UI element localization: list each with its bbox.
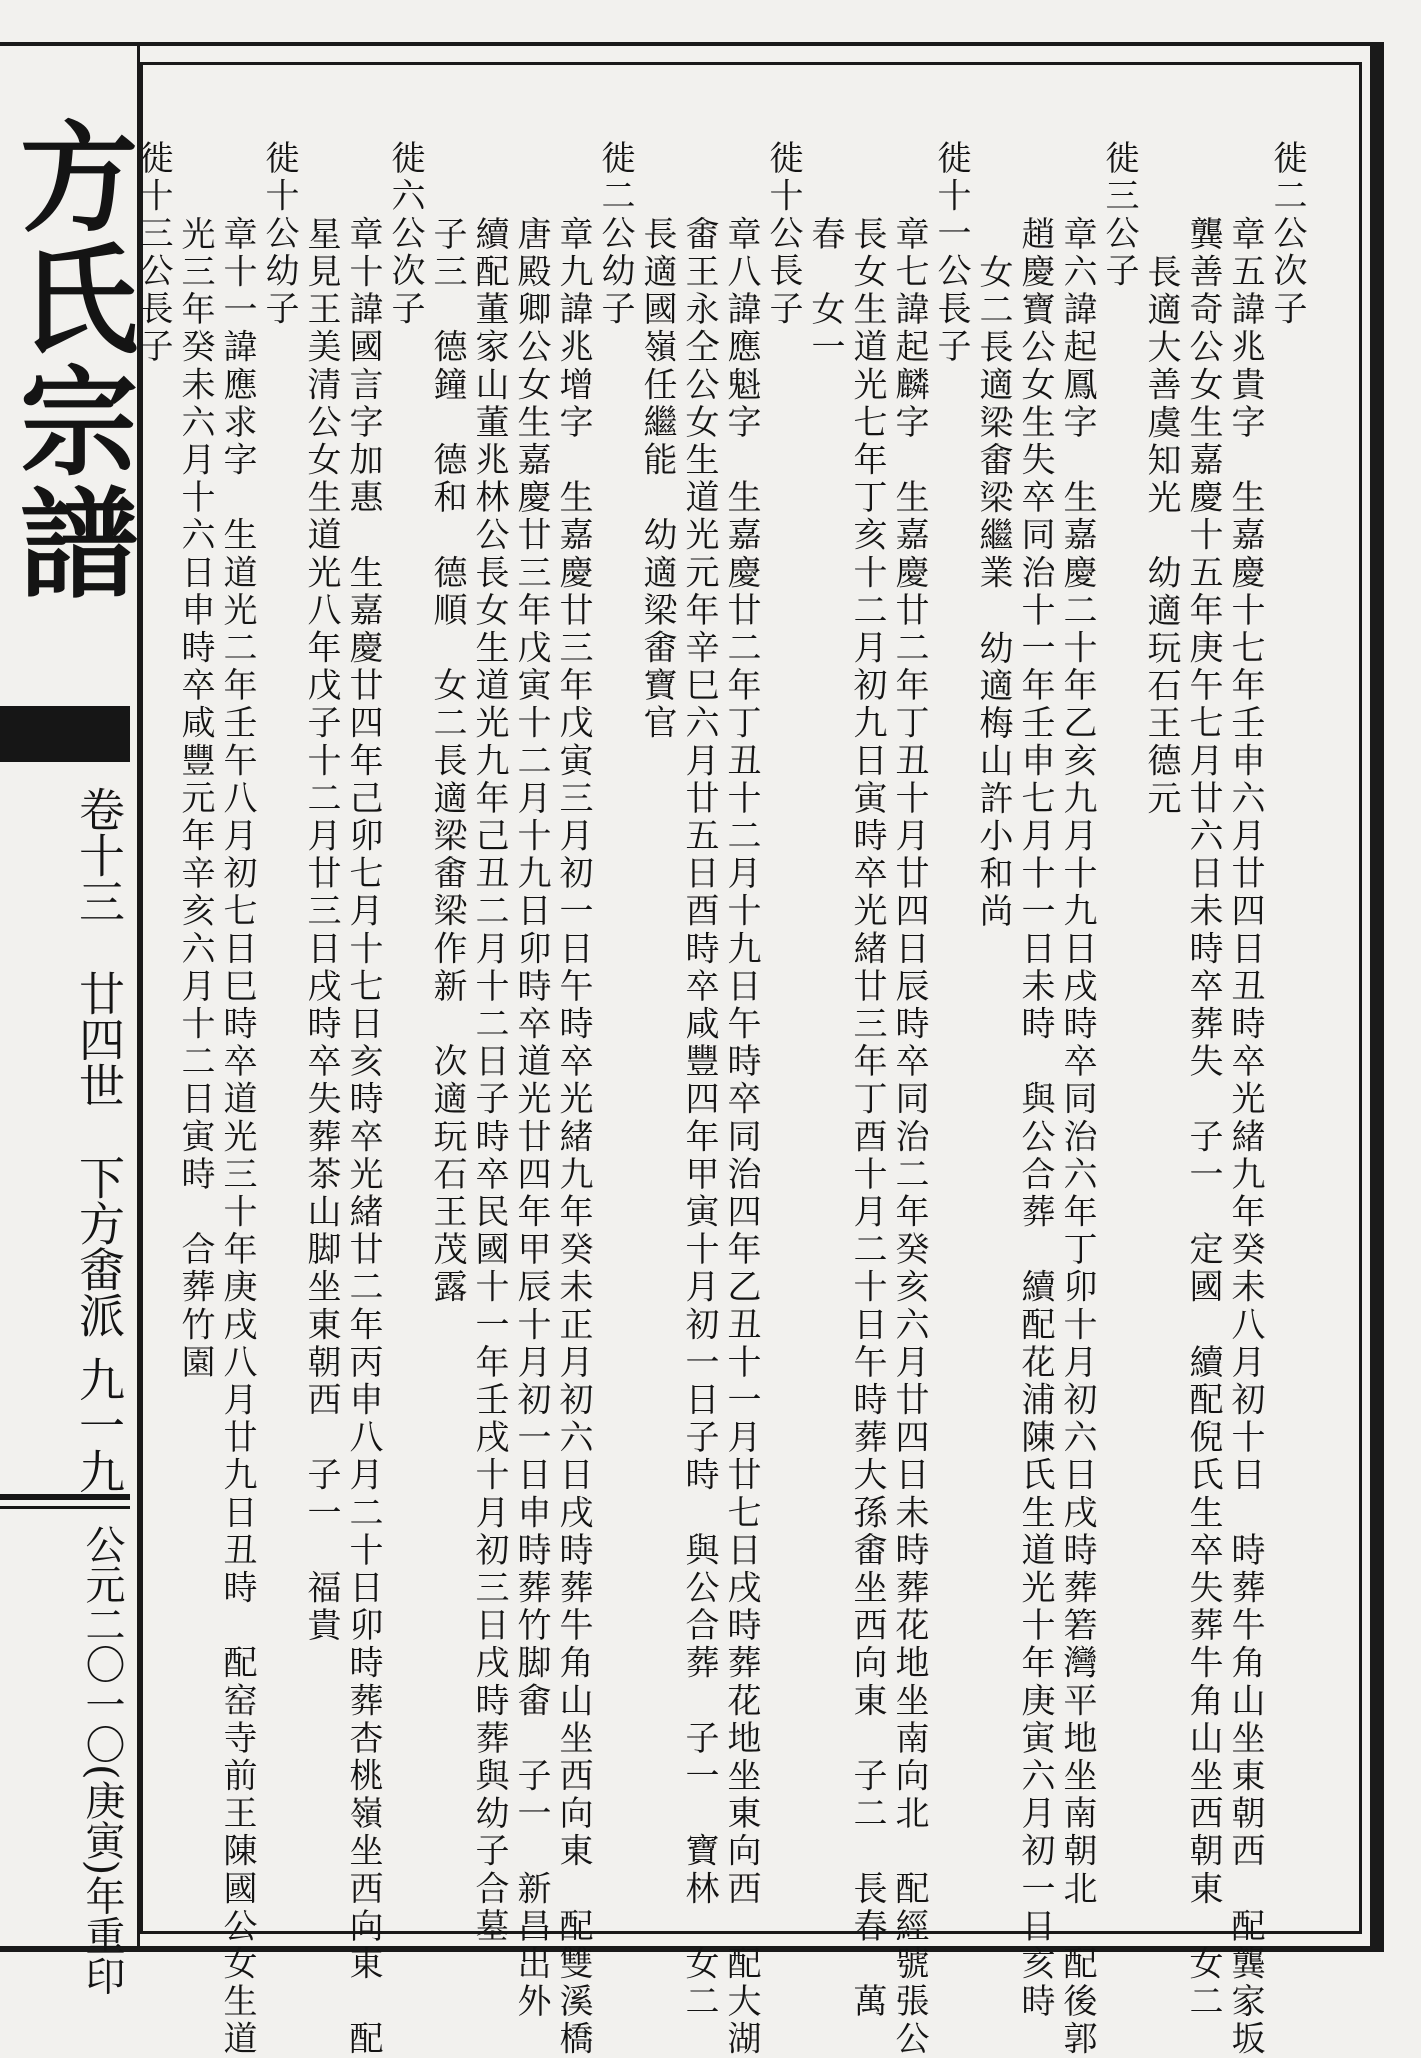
page-number: 九一九 (72, 1356, 126, 1494)
volume-info: 卷十三 廿四世 下方畬派 (72, 786, 126, 1338)
entry-line: 龔善奇公女生嘉慶十五年庚午七月廿六日未時卒葬失 子一 定國 續配倪氏生卒失葬牛角山坐西朝東 女二 (1183, 216, 1223, 2021)
entry-line: 畬王永仝公女生道光元年辛巳六月廿五日酉時卒咸豐四年甲寅十月初一日子時 與公合葬 子一 寶林 女二 (679, 216, 719, 2021)
spine-divider-thin (0, 1506, 130, 1509)
entry-line: 章九諱兆增字 生嘉慶廿三年戊寅三月初一日午時卒光緒九年癸未正月初六日戌時葬牛角山坐西向東 配雙溪橋 (553, 216, 593, 2058)
entry-line: 章五諱兆貴字 生嘉慶十七年壬申六月廿四日丑時卒光緒九年癸未八月初十日 時葬牛角山坐東朝西 配龔家坂 (1225, 216, 1265, 2058)
genealogy-text (133, 140, 1340, 2058)
entry-line: 章七諱起麟字 生嘉慶廿二年丁丑十月廿四日辰時卒同治二年癸亥六月廿四日未時葬花地坐南向北 配經號張公 (889, 216, 929, 2058)
entry-line: 章十一諱應求字 生道光二年壬午八月初七日巳時卒道光三十年庚戌八月廿九日丑時 配窑寺前王陳國公女生道 (217, 216, 257, 2058)
entry-line: 春 女一 (805, 216, 845, 367)
lineage-heading: 徙十一公長子 (931, 140, 971, 366)
entry-line: 趙慶寶公女生失卒同治十一年壬申七月十一日未時 與公合葬 續配花浦陳氏生道光十年庚寅六月初一日亥時 (1015, 216, 1055, 2021)
lineage-heading: 徙二公幼子 (595, 140, 635, 328)
reprint-note: 公元二〇一〇(庚寅)年重印 (79, 1524, 125, 1996)
lineage-heading: 徙二公次子 (1267, 140, 1307, 328)
entry-line: 長適國嶺任繼能 幼適梁畬寶官 (637, 216, 677, 743)
entry-line: 續配董家山董兆林公長女生道光九年己丑二月十二日子時卒民國十一年壬戌十月初三日戌時葬與幼子合墓 (469, 216, 509, 1946)
entry-line: 長適大善虞知光 幼適玩石王德元 (1141, 254, 1181, 818)
entry-line: 星見王美清公女生道光八年戊子十二月廿三日戌時卒失葬茶山脚坐東朝西 子一 福貴 (301, 216, 341, 1645)
lineage-heading: 徙三公子 (1099, 140, 1139, 291)
genealogy-title: 方氏宗譜 (0, 116, 139, 604)
spine-divider-band (0, 706, 130, 762)
spine-divider-thick (0, 1494, 130, 1500)
entry-line: 光三年癸未六月十六日申時卒咸豐元年辛亥六月十二日寅時 合葬竹園 (175, 216, 215, 1382)
entry-line: 章八諱應魁字 生嘉慶廿二年丁丑十二月十九日午時卒同治四年乙丑十一月廿七日戌時葬花地坐東向西 配大湖 (721, 216, 761, 2058)
entry-line: 子三 德鐘 德和 德順 女二長適梁畬梁作新 次適玩石王茂露 (427, 216, 467, 1307)
lineage-heading: 徙十三公長子 (133, 140, 173, 366)
entry-line: 章十諱國言字加惠 生嘉慶廿四年己卯七月十七日亥時卒光緒廿二年丙申八月二十日卯時葬杏桃嶺坐西向東 配 (343, 216, 383, 2058)
lineage-heading: 徙六公次子 (385, 140, 425, 328)
spine-panel (0, 46, 140, 1996)
lineage-heading: 徙十公長子 (763, 140, 803, 328)
entry-line: 女二長適梁畬梁繼業 幼適梅山許小和尚 (973, 254, 1013, 931)
entry-line: 章六諱起鳳字 生嘉慶二十年乙亥九月十九日戌時卒同治六年丁卯十月初六日戌時葬箬灣平地坐南朝北 配後郭 (1057, 216, 1097, 2058)
entry-line: 長女生道光七年丁亥十二月初九日寅時卒光緒廿三年丁酉十月二十日午時葬大孫畬坐西向東 子二 長春 萬 (847, 216, 887, 2021)
entry-line: 唐殿卿公女生嘉慶廿三年戊寅十二月十九日卯時卒道光廿四年甲辰十月初一日申時葬竹脚畬 子一 新昌出外 (511, 216, 551, 2021)
lineage-heading: 徙十公幼子 (259, 140, 299, 328)
